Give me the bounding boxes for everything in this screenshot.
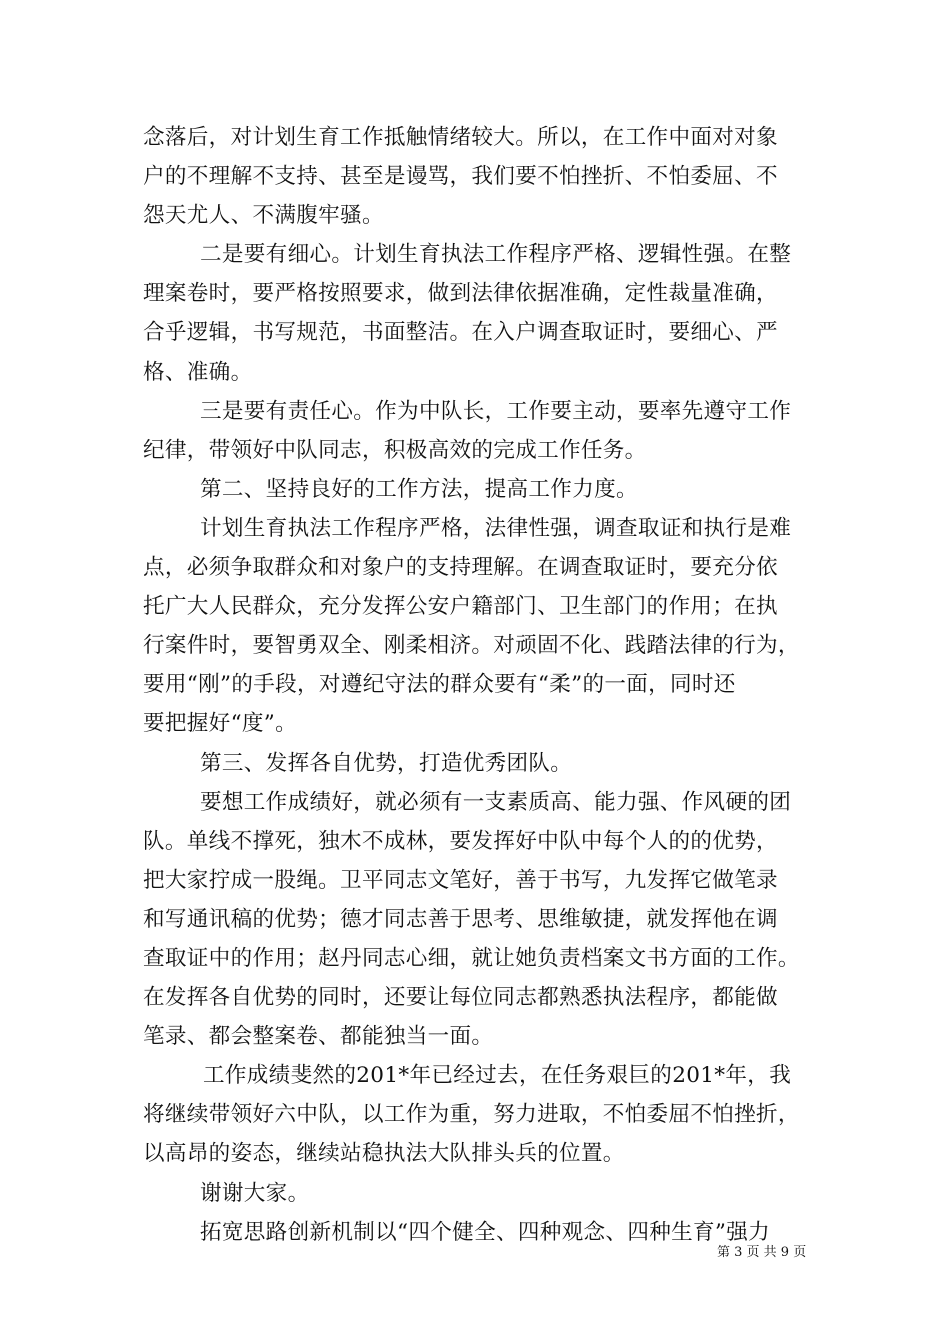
text-line: 将继续带领好六中队，以工作为重，努力进取，不怕委屈不怕挫折，: [143, 1102, 800, 1128]
text-line: 二是要有细心。计划生育执法工作程序严格、逻辑性强。在整: [200, 242, 792, 268]
text-line: 在发挥各自优势的同时，还要让每位同志都熟悉执法程序，都能做: [143, 985, 778, 1011]
text-line: 怨天尤人、不满腹牢骚。: [143, 203, 384, 229]
text-line: 和写通讯稿的优势；德才同志善于思考、思维敏捷，就发挥他在调: [143, 906, 778, 932]
text-line: 理案卷时，要严格按照要求，做到法律依据准确，定性裁量准确，: [143, 281, 778, 307]
section-heading: 第二、坚持良好的工作方法，提高工作力度。: [200, 476, 638, 502]
text-line: 计划生育执法工作程序严格，法律性强，调查取证和执行是难: [200, 515, 792, 541]
text-line: 念落后，对计划生育工作抵触情绪较大。所以，在工作中面对对象: [143, 125, 778, 150]
text-line: 点，必须争取群众和对象户的支持理解。在调查取证时，要充分依: [143, 555, 778, 581]
section-heading: 第三、发挥各自优势，打造优秀团队。: [200, 750, 573, 776]
page-number: 第 3 页 共 9 页: [717, 1245, 807, 1260]
text-line: 要把握好“度”。: [143, 711, 298, 737]
document-body: [143, 118, 813, 1252]
text-line: 格、准确。: [143, 359, 253, 385]
text-line: 谢谢大家。: [200, 1180, 310, 1206]
text-line: 把大家拧成一股绳。卫平同志文笔好，善于书写，九发挥它做笔录: [143, 867, 778, 893]
text-line: 要用“刚”的手段，对遵纪守法的群众要有“柔”的一面，同时还: [143, 672, 736, 698]
text-line: 要想工作成绩好，就必须有一支素质高、能力强、作风硬的团: [200, 789, 792, 815]
text-line: 合乎逻辑，书写规范，书面整洁。在入户调查取证时，要细心、严: [143, 320, 778, 346]
text-line: 以高昂的姿态，继续站稳执法大队排头兵的位置。: [143, 1141, 625, 1167]
text-line: 行案件时，要智勇双全、刚柔相济。对顽固不化、践踏法律的行为，: [143, 633, 800, 659]
text-line: 工作成绩斐然的201*年已经过去，在任务艰巨的201*年，我: [203, 1063, 792, 1089]
text-line: 查取证中的作用；赵丹同志心细，就让她负责档案文书方面的工作。: [143, 945, 800, 971]
text-line: 队。单线不撑死，独木不成林，要发挥好中队中每个人的的优势，: [143, 828, 778, 854]
text-line: 三是要有责任心。作为中队长，工作要主动，要率先遵守工作: [200, 398, 792, 424]
text-line: 拓宽思路创新机制以“四个健全、四种观念、四种生育”强力: [200, 1219, 771, 1245]
text-line: 笔录、都会整案卷、都能独当一面。: [143, 1024, 494, 1050]
text-line: 托广大人民群众，充分发挥公安户籍部门、卫生部门的作用；在执: [143, 594, 778, 620]
text-line: 纪律，带领好中队同志，积极高效的完成工作任务。: [143, 437, 647, 463]
text-line: 户的不理解不支持、甚至是谩骂，我们要不怕挫折、不怕委屈、不: [143, 164, 778, 190]
